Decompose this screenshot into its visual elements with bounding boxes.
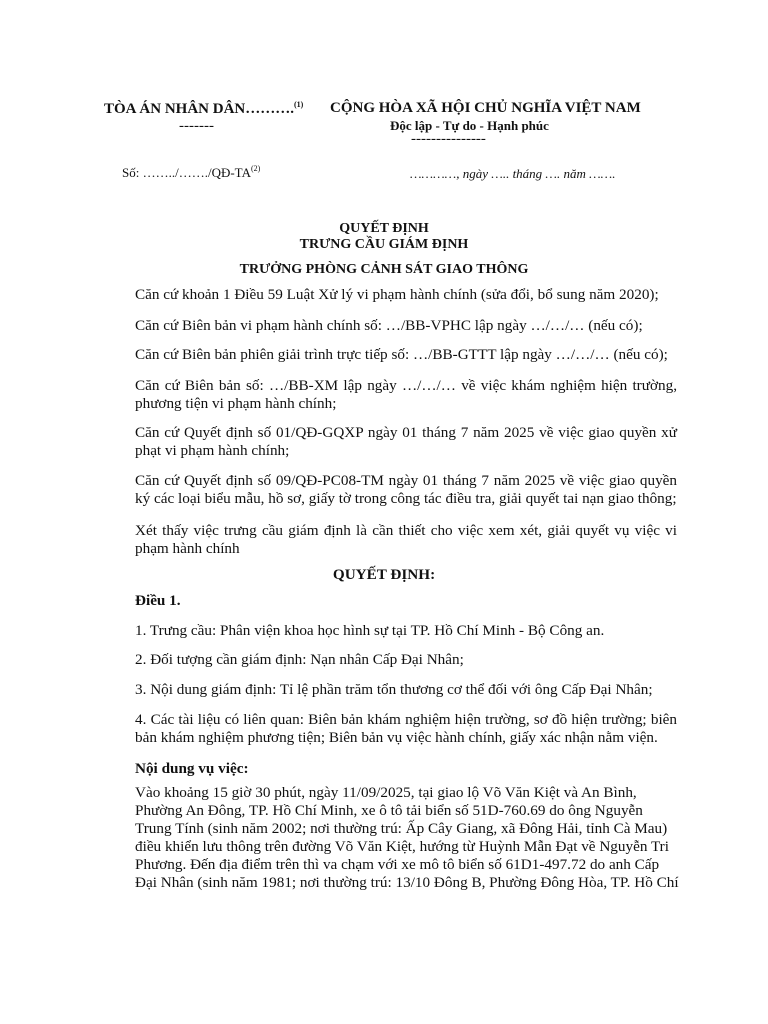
basis-paragraph: Căn cứ Biên bản số: …/BB-XM lập ngày …/…/… về việc khám nghiệm hiện trường, phương tiện vi phạm hành chính;	[135, 377, 677, 412]
case-line: Trung Tính (sinh năm 2002; nơi thường trú: Ấp Cây Giang, xã Đông Hải, tỉnh Cà Mau)	[135, 820, 668, 837]
case-line: Phương. Đến địa điểm trên thì va chạm với xe mô tô biển số 61D1-497.72 do anh Cấp	[135, 856, 660, 873]
basis-paragraph: Căn cứ Quyết định số 09/QĐ-PC08-TM ngày 01 tháng 7 năm 2025 về việc giao quyền ký các loại biểu mẫu, hồ sơ, giấy tờ trong công tác điều tra, giải quyết tai nạn giao thông;	[135, 472, 677, 507]
article-heading: Điều 1.	[135, 592, 181, 609]
case-line: Phường An Đông, TP. Hồ Chí Minh, xe ô tô tải biển số 51D-760.69 do ông Nguyễn	[135, 802, 643, 819]
article-item: 3. Nội dung giám định: Tỉ lệ phần trăm tổn thương cơ thể đối với ông Cấp Đại Nhân;	[135, 681, 653, 698]
case-line: Vào khoảng 15 giờ 30 phút, ngày 11/09/2025, tại giao lộ Võ Văn Kiệt và An Bình,	[135, 784, 637, 801]
basis-paragraph: Căn cứ khoản 1 Điều 59 Luật Xử lý vi phạm hành chính (sửa đổi, bổ sung năm 2020);	[135, 286, 659, 303]
case-line: Đại Nhân (sinh năm 1981; nơi thường trú: 13/10 Đông B, Phường Đông Hòa, TP. Hồ Chí	[135, 874, 679, 891]
court-rule: -------	[179, 118, 214, 134]
date-line: …………, ngày ….. tháng …. năm …….	[410, 166, 616, 181]
country-name: CỘNG HÒA XÃ HỘI CHỦ NGHĨA VIỆT NAM	[330, 100, 641, 116]
case-line: điều khiển lưu thông trên đường Võ Văn Kiệt, hướng từ Huỳnh Mẫn Đạt về Nguyễn Tri	[135, 838, 669, 855]
article-item: 1. Trưng cầu: Phân viện khoa học hình sự tại TP. Hồ Chí Minh - Bộ Công an.	[135, 622, 605, 639]
basis-paragraph: Xét thấy việc trưng cầu giám định là cần thiết cho việc xem xét, giải quyết vụ việc vi phạm hành chính	[135, 522, 677, 557]
basis-paragraph: Căn cứ Biên bản vi phạm hành chính số: …/BB-VPHC lập ngày …/…/… (nếu có);	[135, 317, 643, 334]
document-number: Số: ……../……./QĐ-TA$^{(2)}$	[122, 164, 261, 180]
article-item: 4. Các tài liệu có liên quan: Biên bản khám nghiệm hiện trường, sơ đồ hiện trường; biên bản khám nghiệm phương tiện; Biên bản vụ việc hành chính, giấy xác nhận nằm viện.	[135, 711, 677, 746]
court-footnote-marker: (1)	[294, 100, 304, 109]
decision-heading: QUYẾT ĐỊNH:	[332, 566, 436, 583]
basis-paragraph: Căn cứ Biên bản phiên giải trình trực tiếp số: …/BB-GTTT lập ngày …/…/… (nếu có);	[135, 346, 668, 363]
decision-subtitle: TRƯNG CẦU GIÁM ĐỊNH	[299, 237, 469, 252]
case-heading: Nội dung vụ việc:	[135, 760, 249, 777]
issuer-title: TRƯỞNG PHÒNG CẢNH SÁT GIAO THÔNG	[239, 262, 529, 277]
court-name: TÒA ÁN NHÂN DÂN……….$^{(1)}$	[104, 100, 304, 117]
decision-title: QUYẾT ĐỊNH	[339, 221, 429, 236]
number-footnote-marker: (2)	[250, 164, 261, 173]
basis-paragraph: Căn cứ Quyết định số 01/QĐ-GQXP ngày 01 tháng 7 năm 2025 về việc giao quyền xử phạt vi phạm hành chính;	[135, 424, 677, 459]
motto-rule: ---------------	[411, 131, 486, 147]
article-item: 2. Đối tượng cần giám định: Nạn nhân Cấp Đại Nhân;	[135, 651, 464, 668]
motto: Độc lập - Tự do - Hạnh phúc	[390, 118, 549, 133]
